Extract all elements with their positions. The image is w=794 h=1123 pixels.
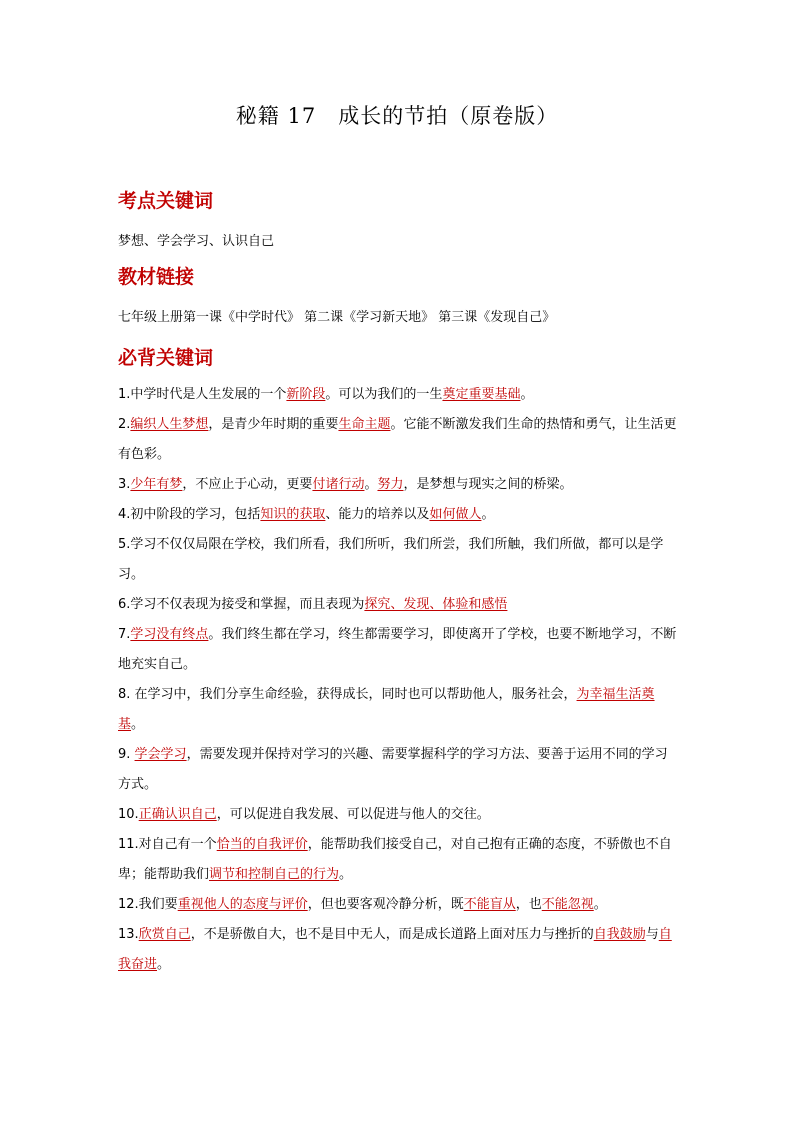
item-text: 与 bbox=[645, 927, 659, 942]
item-text: ，可以促进自我发展、可以促进与他人的交往。 bbox=[216, 807, 490, 822]
keyword-item bbox=[118, 410, 678, 470]
key-term: 编织人生梦想 bbox=[130, 417, 209, 432]
key-term: 自我奋进 bbox=[118, 927, 672, 972]
item-text: ，不是骄傲自大，也不是目中无人，而是成长道路上面对压力与挫折的 bbox=[190, 927, 594, 942]
item-text: 。 bbox=[520, 387, 534, 402]
key-term: 调节和控制自己的行为 bbox=[209, 867, 340, 882]
page-title: 秘籍 17 成长的节拍（原卷版） bbox=[235, 104, 559, 128]
keyword-item bbox=[118, 470, 678, 500]
item-text: 。 bbox=[364, 477, 378, 492]
key-term: 探究、发现、体验和感悟 bbox=[364, 597, 508, 612]
item-text: 。 bbox=[481, 507, 495, 522]
key-term: 如何做人 bbox=[429, 507, 482, 522]
item-text: ，是青少年时期的重要 bbox=[208, 417, 339, 432]
keywords-heading: 考点关键词 bbox=[118, 190, 214, 212]
item-text: 2. bbox=[118, 417, 131, 432]
keyword-item bbox=[118, 830, 678, 890]
keyword-item bbox=[118, 680, 678, 740]
key-term: 欣赏自己 bbox=[138, 927, 191, 942]
keyword-item bbox=[118, 590, 678, 620]
keyword-item bbox=[118, 530, 678, 590]
item-text: ，需要发现并保持对学习的兴趣、需要掌握科学的学习方法、要善于运用不同的学习方式。 bbox=[118, 747, 668, 792]
key-term: 学习没有终点 bbox=[130, 627, 209, 642]
must-memorize-heading: 必背关键词 bbox=[118, 347, 214, 369]
item-text: 10. bbox=[118, 807, 139, 822]
key-term: 不能盲从 bbox=[463, 897, 516, 912]
key-term: 学会学习 bbox=[134, 747, 187, 762]
key-term: 新阶段 bbox=[286, 387, 326, 402]
item-text: ，是梦想与现实之间的桥梁。 bbox=[403, 477, 573, 492]
item-text: 。 bbox=[339, 867, 353, 882]
item-text: ，能帮助我们接受自己，对自己抱有正确的态度，不骄傲也不自卑；能帮助我们 bbox=[118, 837, 672, 882]
item-text: 12.我们要 bbox=[118, 897, 178, 912]
keyword-item bbox=[118, 890, 678, 920]
item-text: 。我们终生都在学习，终生都需要学习，即使离开了学校，也要不断地学习，不断地充实自己。 bbox=[118, 627, 677, 672]
item-text: 1.中学时代是人生发展的一个 bbox=[118, 387, 287, 402]
item-text: 7. bbox=[118, 627, 131, 642]
keyword-item bbox=[118, 740, 678, 800]
item-text: 。它能不断激发我们生命的热情和勇气，让生活更有色彩。 bbox=[118, 417, 677, 462]
key-term: 自我鼓励 bbox=[593, 927, 646, 942]
key-term: 知识的获取 bbox=[260, 507, 326, 522]
keyword-item bbox=[118, 380, 678, 410]
item-text: 5.学习不仅仅局限在学校，我们所看，我们所听，我们所尝，我们所触，我们所做，都可以是学习。 bbox=[118, 537, 664, 582]
key-term: 不能忽视 bbox=[541, 897, 594, 912]
item-text: 、能力的培养以及 bbox=[325, 507, 430, 522]
key-term: 努力 bbox=[377, 477, 404, 492]
keywords-text: 梦想、学会学习、认识自己 bbox=[118, 234, 275, 249]
keyword-list bbox=[118, 380, 678, 980]
textbook-text: 七年级上册第一课《中学时代》 第二课《学习新天地》 第三课《发现自己》 bbox=[118, 310, 556, 325]
item-text: 。可以为我们的一生 bbox=[325, 387, 443, 402]
item-text: 。 bbox=[157, 957, 171, 972]
key-term: 奠定重要基础 bbox=[442, 387, 521, 402]
item-text: ，但也要客观冷静分析，既 bbox=[307, 897, 464, 912]
item-text: 3. bbox=[118, 477, 131, 492]
textbook-heading: 教材链接 bbox=[118, 266, 195, 288]
item-text: 9. bbox=[118, 747, 135, 762]
item-text: ，也 bbox=[515, 897, 542, 912]
item-text: 。 bbox=[593, 897, 607, 912]
key-term: 为幸福生活奠基 bbox=[118, 687, 655, 732]
item-text: 11.对自己有一个 bbox=[118, 837, 217, 852]
key-term: 正确认识自己 bbox=[138, 807, 217, 822]
key-term: 重视他人的态度与评价 bbox=[177, 897, 308, 912]
item-text: 8. 在学习中，我们分享生命经验，获得成长，同时也可以帮助他人，服务社会， bbox=[118, 687, 577, 702]
item-text: 。 bbox=[131, 717, 145, 732]
item-text: 13. bbox=[118, 927, 139, 942]
item-text: ，不应止于心动，更要 bbox=[182, 477, 313, 492]
key-term: 恰当的自我评价 bbox=[216, 837, 308, 852]
key-term: 生命主题 bbox=[338, 417, 391, 432]
keyword-item bbox=[118, 500, 678, 530]
keyword-item bbox=[118, 800, 678, 830]
keyword-item bbox=[118, 620, 678, 680]
key-term: 付诸行动 bbox=[312, 477, 365, 492]
item-text: 4.初中阶段的学习，包括 bbox=[118, 507, 261, 522]
key-term: 少年有梦 bbox=[130, 477, 183, 492]
keyword-item bbox=[118, 920, 678, 980]
item-text: 6.学习不仅表现为接受和掌握，而且表现为 bbox=[118, 597, 365, 612]
